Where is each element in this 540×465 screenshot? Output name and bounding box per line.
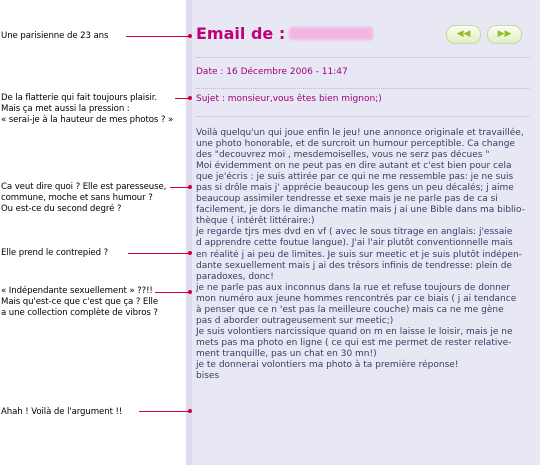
body-line: dante sexuellement mais j ai des trésors infinis de tendresse: plein de [196,260,512,271]
panel-shadow [186,0,192,465]
email-date: Date : 16 Décembre 2006 - 11:47 [196,67,348,77]
connector-line [170,187,190,188]
body-line: en réalité j ai peu de limites. Je suis sur meetic et je suis plutôt indépen- [196,249,522,260]
connector-line [128,253,190,254]
body-line: pas si drôle mais j' apprécie beaucoup les gens un peu décalés; j aime [196,183,514,194]
body-line: je regarde tjrs mes dvd en vf ( avec le sous titrage en anglais: j'essaie [196,227,513,238]
body-line: je ne parle pas aux inconnus dans la rue et refuse toujours de donner [196,282,511,293]
double-chevron-right-icon: ▶▶ [497,29,512,39]
body-line: mets pas ma photo en ligne ( ce qui est me permet de rester relative- [196,337,512,348]
email-title-prefix: Email de : [196,24,286,43]
body-line: Voilà quelqu'un qui joue enfin le jeu! une annonce originale et travaillée, [196,128,524,138]
next-message-button[interactable] [487,25,522,44]
connector-line [155,292,190,293]
connector-line [139,411,190,412]
body-line: facilement, je dors le dimanche matin mais j ai une Bible dans ma biblio- [196,205,525,216]
body-line: pas d aborder outrageusement sur meetic;) [196,315,394,326]
body-line: beaucoup assimiler tendresse et sexe mais je ne parle pas de ca si [196,194,498,205]
body-line: que je'écris : je suis attirée par ce qui ne me ressemble pas: je ne suis [196,172,514,183]
annotation-lazy: Ca veut dire quoi ? Elle est paresseuse, commune, moche et sans humour ? Ou est-ce du second degré ? [1,182,167,214]
annotation-argument: Ahah ! Voilà de l'argument !! [1,407,123,417]
body-line: une photo honorable, et de surcroit un humour perceptible. Ca change [196,139,515,150]
body-line: thèque ( intérêt littéraire:) [196,216,315,227]
divider [196,57,530,58]
divider [196,116,530,117]
body-line: Moi évidemment on ne peut pas en dire autant et c'est bien pour cela [196,161,512,172]
annotation-age: Une parisienne de 23 ans [1,31,109,41]
email-subject: Sujet : monsieur,vous êtes bien mignon;) [196,94,382,104]
annotation-flattery: De la flatterie qui fait toujours plaisir. Mais ça met aussi la pression : « serai-je à la hauteur de mes photos ? » [1,93,174,125]
annotation-contrepied: Elle prend le contrepied ? [1,248,109,258]
connector-line [126,36,190,37]
body-line: des "decouvrez moi , mesdemoiselles, vous ne serz pas décues " [196,150,490,161]
body-line: à penser que ce n 'est pas la meilleure couche) mais ca ne me gène [196,304,504,315]
redacted-sender-name [289,27,373,40]
body-line: bises [196,371,220,382]
email-title [196,24,373,43]
body-line: d apprendre cette foutue langue). J'ai l'air plutôt conventionnelle mais [196,238,513,249]
body-line: ment tranquille, pas un chat en 30 mn!) [196,348,377,359]
body-line: je te donnerai volontiers ma photo à ta première réponse! [196,359,459,370]
connector-line [175,98,190,99]
previous-message-button[interactable] [446,25,481,44]
body-line: mon numéro aux jeune hommes rencontrés par ce biais ( j ai tendance [196,293,517,304]
email-body [196,128,532,382]
annotation-independante: « Indépendante sexuellement » ??!! Mais qu'est-ce que c'est que ça ? Elle a une collection complète de vibros ? [1,286,159,318]
double-chevron-left-icon: ◀◀ [456,29,471,39]
body-line: paradoxes, donc! [196,271,274,282]
divider [196,88,530,89]
body-line: Je suis volontiers narcissique quand on m en laisse le loisir, mais je ne [196,326,513,337]
